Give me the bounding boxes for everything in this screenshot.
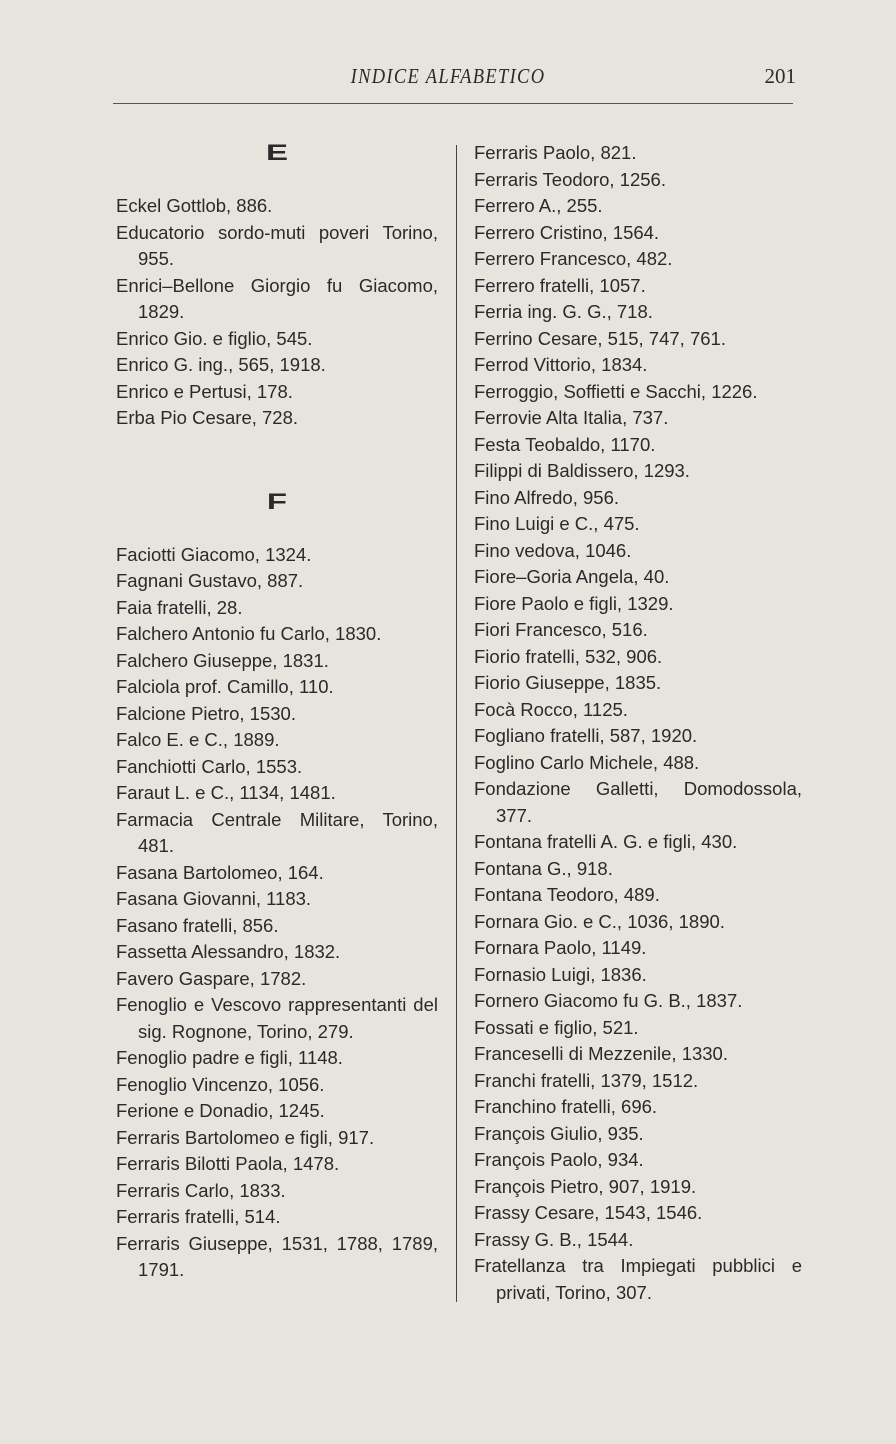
index-entry: Ferraris Paolo, 821. — [474, 142, 637, 163]
index-entry: Fasano fratelli, 856. — [116, 914, 279, 936]
index-entry: Frassy G. B., 1544. — [474, 1228, 634, 1250]
index-entry: Franchino fratelli, 696. — [474, 1096, 658, 1117]
index-entry: Ferrod Vittorio, 1834. — [474, 354, 648, 375]
index-entry: Falco E. e C., 1889. — [116, 729, 280, 750]
index-entry: Falchero Antonio fu Carlo, 1830. — [116, 623, 382, 644]
index-entry: Fino Luigi e C., 475. — [474, 513, 640, 534]
index-entry: Falchero Giuseppe, 1831. — [116, 649, 329, 671]
index-entry: Faraut L. e C., 1134, 1481. — [116, 782, 336, 803]
index-entry: Faia fratelli, 28. — [116, 596, 243, 618]
index-entry: Fiorio fratelli, 532, 906. — [474, 645, 663, 667]
column-divider — [456, 145, 457, 1302]
index-entry: Fenoglio padre e figli, 1148. — [116, 1047, 343, 1068]
index-entry: François Giulio, 935. — [474, 1122, 644, 1144]
index-entry: Fornara Gio. e C., 1036, 1890. — [474, 910, 725, 932]
index-entry: Fontana G., 918. — [474, 857, 613, 879]
index-entry: Fornasio Luigi, 1836. — [474, 963, 647, 985]
index-entry: Fornara Paolo, 1149. — [474, 937, 647, 958]
index-entry: Foglino Carlo Michele, 488. — [474, 751, 700, 773]
index-entry: Ferione e Donadio, 1245. — [116, 1100, 325, 1121]
index-entry: Fanchiotti Carlo, 1553. — [116, 755, 303, 777]
index-entry: Fino vedova, 1046. — [474, 539, 632, 561]
index-entry: Ferraris Bilotti Paola, 1478. — [116, 1153, 340, 1174]
index-entry: Fassetta Alessandro, 1832. — [116, 941, 341, 962]
page-number: 201 — [764, 64, 796, 88]
running-title: INDICE ALFABETICO — [350, 64, 546, 88]
index-entry: Farmacia Centrale Militare, Torino, 481. — [116, 808, 438, 856]
index-entry: Fino Alfredo, 956. — [474, 486, 620, 508]
index-entry: Fenoglio Vincenzo, 1056. — [116, 1073, 325, 1095]
index-entry: Ferrero Francesco, 482. — [474, 248, 673, 269]
index-entry: Favero Gaspare, 1782. — [116, 967, 307, 989]
header-rule — [113, 103, 793, 104]
index-entry: Ferrero fratelli, 1057. — [474, 274, 646, 296]
index-entry: Ferria ing. G. G., 718. — [474, 301, 653, 322]
index-entry: Erba Pio Cesare, 728. — [116, 407, 299, 428]
index-entry: Ferrovie Alta Italia, 737. — [474, 407, 669, 428]
index-entry: Fossati e figlio, 521. — [474, 1016, 639, 1038]
index-entry: Ferroggio, Soffietti e Sacchi, 1226. — [474, 380, 758, 402]
left-column — [116, 140, 438, 1284]
index-entry: Fiore Paolo e figli, 1329. — [474, 592, 674, 614]
index-entry: Ferraris Giuseppe, 1531, 1788, 1789, 1791. — [116, 1232, 438, 1280]
right-entries-list — [474, 140, 802, 1306]
index-entry: Fornero Giacomo fu G. B., 1837. — [474, 990, 743, 1011]
index-entry: Festa Teobaldo, 1170. — [474, 433, 656, 455]
right-column — [474, 140, 802, 1306]
index-entry: Fasana Giovanni, 1183. — [116, 888, 312, 909]
index-entry: Fiore–Goria Angela, 40. — [474, 566, 670, 587]
section-f-list — [116, 542, 438, 1284]
index-entry: Fenoglio e Vescovo rappresentanti del sig. Rognone, Torino, 279. — [116, 994, 438, 1042]
index-entry: Ferrero Cristino, 1564. — [474, 221, 660, 243]
index-entry: Franchi fratelli, 1379, 1512. — [474, 1069, 699, 1091]
index-entry: Eckel Gottlob, 886. — [116, 195, 273, 216]
index-entry: Fiori Francesco, 516. — [474, 619, 648, 640]
index-entry: Frassy Cesare, 1543, 1546. — [474, 1202, 703, 1223]
index-entry: Fogliano fratelli, 587, 1920. — [474, 725, 698, 746]
index-entry: Faciotti Giacomo, 1324. — [116, 543, 312, 565]
section-e-list — [116, 193, 438, 432]
index-entry: Ferraris Teodoro, 1256. — [474, 168, 666, 190]
index-entry: Fratellanza tra Impiegati pubblici e privati, Torino, 307. — [474, 1255, 802, 1303]
index-entry: Ferraris Carlo, 1833. — [116, 1179, 286, 1201]
index-entry: Ferrero A., 255. — [474, 195, 603, 216]
index-entry: François Pietro, 907, 1919. — [474, 1175, 697, 1197]
index-entry: Ferraris fratelli, 514. — [116, 1206, 281, 1227]
index-entry: Enrico Gio. e figlio, 545. — [116, 327, 313, 349]
index-entry: Enrico G. ing., 565, 1918. — [116, 354, 326, 375]
index-entry: Fasana Bartolomeo, 164. — [116, 861, 324, 883]
index-entry: Franceselli di Mezzenile, 1330. — [474, 1043, 728, 1064]
index-entry: Ferraris Bartolomeo e figli, 917. — [116, 1126, 375, 1148]
index-entry: Fontana fratelli A. G. e figli, 430. — [474, 831, 738, 852]
index-entry: Filippi di Baldissero, 1293. — [474, 460, 690, 481]
index-entry: Fontana Teodoro, 489. — [474, 884, 660, 905]
index-entry: Falcione Pietro, 1530. — [116, 702, 296, 724]
index-entry: Fiorio Giuseppe, 1835. — [474, 672, 662, 693]
index-entry: Focà Rocco, 1125. — [474, 698, 628, 720]
index-entry: Enrici–Bellone Giorgio fu Giacomo, 1829. — [116, 274, 438, 322]
index-entry: Educatorio sordo-muti poveri Torino, 955. — [116, 221, 438, 269]
index-entry: Fondazione Galletti, Domodossola, 377. — [474, 778, 802, 826]
index-entry: Ferrino Cesare, 515, 747, 761. — [474, 327, 726, 349]
index-entry: François Paolo, 934. — [474, 1149, 644, 1170]
section-letter-e: E — [265, 140, 289, 165]
section-letter-f: F — [266, 488, 288, 514]
index-entry: Fagnani Gustavo, 887. — [116, 570, 304, 591]
index-entry: Falciola prof. Camillo, 110. — [116, 676, 334, 697]
index-entry: Enrico e Pertusi, 178. — [116, 380, 293, 402]
